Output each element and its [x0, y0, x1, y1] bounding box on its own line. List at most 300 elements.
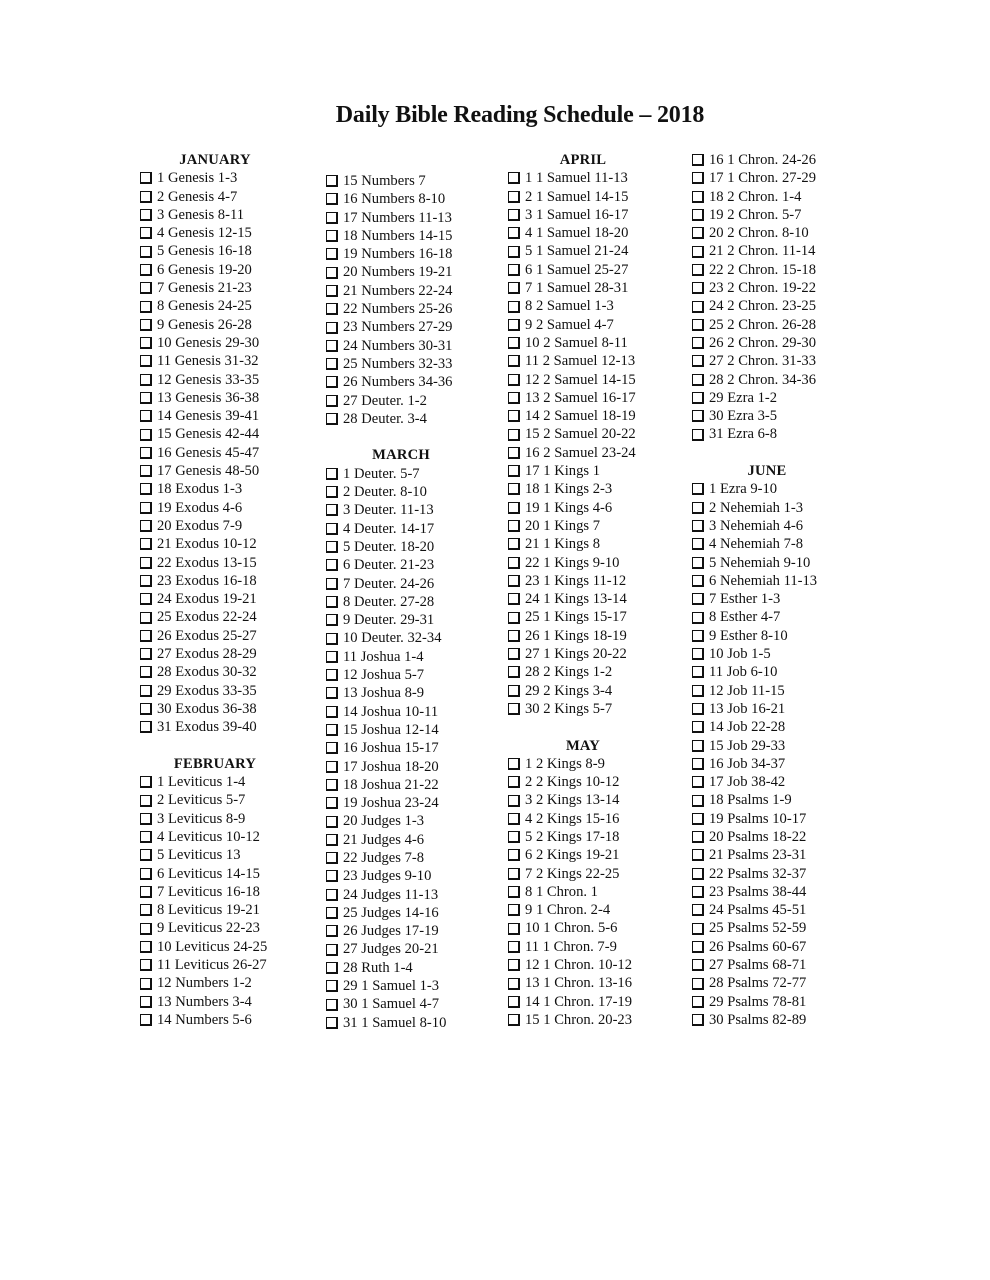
checkbox-icon[interactable]	[326, 633, 338, 645]
checkbox-icon[interactable]	[140, 483, 152, 495]
checkbox-icon[interactable]	[326, 358, 338, 370]
reading-item[interactable]	[140, 682, 325, 700]
checkbox-icon[interactable]	[692, 630, 704, 642]
checkbox-icon[interactable]	[140, 410, 152, 422]
checkbox-icon[interactable]	[692, 923, 704, 935]
reading-item[interactable]	[326, 629, 511, 647]
reading-item[interactable]	[508, 974, 693, 992]
reading-item[interactable]	[140, 700, 325, 718]
checkbox-icon[interactable]	[508, 575, 520, 587]
checkbox-icon[interactable]	[508, 557, 520, 569]
reading-item[interactable]	[692, 791, 877, 809]
reading-item[interactable]	[326, 995, 511, 1013]
reading-item[interactable]	[508, 901, 693, 919]
checkbox-icon[interactable]	[508, 502, 520, 514]
reading-item[interactable]	[326, 611, 511, 629]
checkbox-icon[interactable]	[326, 212, 338, 224]
reading-item[interactable]	[326, 556, 511, 574]
reading-item[interactable]	[140, 242, 325, 260]
reading-item[interactable]	[692, 261, 877, 279]
reading-item[interactable]	[140, 919, 325, 937]
checkbox-icon[interactable]	[508, 959, 520, 971]
reading-item[interactable]	[140, 590, 325, 608]
reading-item[interactable]	[692, 737, 877, 755]
reading-item[interactable]	[326, 922, 511, 940]
reading-item[interactable]	[508, 993, 693, 1011]
reading-item[interactable]	[692, 572, 877, 590]
checkbox-icon[interactable]	[508, 410, 520, 422]
reading-item[interactable]	[140, 791, 325, 809]
reading-item[interactable]	[508, 846, 693, 864]
checkbox-icon[interactable]	[326, 413, 338, 425]
checkbox-icon[interactable]	[692, 191, 704, 203]
checkbox-icon[interactable]	[508, 648, 520, 660]
reading-item[interactable]	[326, 648, 511, 666]
checkbox-icon[interactable]	[692, 648, 704, 660]
reading-item[interactable]	[508, 810, 693, 828]
checkbox-icon[interactable]	[140, 264, 152, 276]
reading-item[interactable]	[326, 684, 511, 702]
checkbox-icon[interactable]	[140, 337, 152, 349]
checkbox-icon[interactable]	[326, 504, 338, 516]
reading-item[interactable]	[692, 773, 877, 791]
checkbox-icon[interactable]	[692, 557, 704, 569]
reading-item[interactable]	[326, 867, 511, 885]
checkbox-icon[interactable]	[140, 502, 152, 514]
reading-item[interactable]	[692, 993, 877, 1011]
checkbox-icon[interactable]	[326, 193, 338, 205]
checkbox-icon[interactable]	[326, 322, 338, 334]
checkbox-icon[interactable]	[326, 541, 338, 553]
checkbox-icon[interactable]	[508, 1014, 520, 1026]
reading-item[interactable]	[140, 938, 325, 956]
checkbox-icon[interactable]	[508, 831, 520, 843]
checkbox-icon[interactable]	[140, 996, 152, 1008]
reading-item[interactable]	[692, 810, 877, 828]
checkbox-icon[interactable]	[140, 520, 152, 532]
reading-item[interactable]	[326, 794, 511, 812]
checkbox-icon[interactable]	[326, 870, 338, 882]
checkbox-icon[interactable]	[508, 776, 520, 788]
checkbox-icon[interactable]	[326, 175, 338, 187]
reading-item[interactable]	[140, 334, 325, 352]
reading-item[interactable]	[508, 407, 693, 425]
checkbox-icon[interactable]	[326, 925, 338, 937]
checkbox-icon[interactable]	[326, 340, 338, 352]
reading-item[interactable]	[326, 172, 511, 190]
checkbox-icon[interactable]	[326, 980, 338, 992]
checkbox-icon[interactable]	[140, 593, 152, 605]
checkbox-icon[interactable]	[326, 376, 338, 388]
checkbox-icon[interactable]	[140, 685, 152, 697]
reading-item[interactable]	[508, 956, 693, 974]
checkbox-icon[interactable]	[140, 959, 152, 971]
reading-item[interactable]	[692, 334, 877, 352]
checkbox-icon[interactable]	[508, 191, 520, 203]
checkbox-icon[interactable]	[692, 483, 704, 495]
reading-item[interactable]	[140, 462, 325, 480]
checkbox-icon[interactable]	[326, 724, 338, 736]
reading-item[interactable]	[326, 245, 511, 263]
checkbox-icon[interactable]	[140, 374, 152, 386]
reading-item[interactable]	[692, 608, 877, 626]
checkbox-icon[interactable]	[140, 666, 152, 678]
reading-item[interactable]	[692, 938, 877, 956]
checkbox-icon[interactable]	[326, 651, 338, 663]
reading-item[interactable]	[692, 846, 877, 864]
checkbox-icon[interactable]	[508, 209, 520, 221]
checkbox-icon[interactable]	[692, 612, 704, 624]
checkbox-icon[interactable]	[326, 468, 338, 480]
reading-item[interactable]	[140, 389, 325, 407]
reading-item[interactable]	[140, 865, 325, 883]
reading-item[interactable]	[692, 151, 877, 169]
reading-item[interactable]	[326, 318, 511, 336]
checkbox-icon[interactable]	[508, 355, 520, 367]
checkbox-icon[interactable]	[140, 795, 152, 807]
reading-item[interactable]	[508, 791, 693, 809]
checkbox-icon[interactable]	[326, 852, 338, 864]
reading-item[interactable]	[140, 517, 325, 535]
checkbox-icon[interactable]	[140, 813, 152, 825]
checkbox-icon[interactable]	[692, 264, 704, 276]
reading-item[interactable]	[692, 663, 877, 681]
reading-item[interactable]	[326, 721, 511, 739]
checkbox-icon[interactable]	[326, 395, 338, 407]
checkbox-icon[interactable]	[508, 282, 520, 294]
reading-item[interactable]	[140, 663, 325, 681]
checkbox-icon[interactable]	[692, 904, 704, 916]
reading-item[interactable]	[508, 663, 693, 681]
checkbox-icon[interactable]	[692, 282, 704, 294]
reading-item[interactable]	[508, 865, 693, 883]
reading-item[interactable]	[326, 392, 511, 410]
reading-item[interactable]	[508, 938, 693, 956]
checkbox-icon[interactable]	[140, 172, 152, 184]
reading-item[interactable]	[692, 352, 877, 370]
checkbox-icon[interactable]	[508, 904, 520, 916]
checkbox-icon[interactable]	[692, 776, 704, 788]
reading-item[interactable]	[140, 554, 325, 572]
reading-item[interactable]	[140, 425, 325, 443]
reading-item[interactable]	[692, 919, 877, 937]
reading-item[interactable]	[692, 480, 877, 498]
checkbox-icon[interactable]	[326, 267, 338, 279]
reading-item[interactable]	[140, 188, 325, 206]
reading-item[interactable]	[326, 520, 511, 538]
reading-item[interactable]	[508, 462, 693, 480]
reading-item[interactable]	[692, 956, 877, 974]
reading-item[interactable]	[692, 389, 877, 407]
checkbox-icon[interactable]	[508, 886, 520, 898]
reading-item[interactable]	[508, 700, 693, 718]
checkbox-icon[interactable]	[692, 758, 704, 770]
checkbox-icon[interactable]	[140, 392, 152, 404]
reading-item[interactable]	[508, 371, 693, 389]
reading-item[interactable]	[508, 828, 693, 846]
reading-item[interactable]	[140, 901, 325, 919]
checkbox-icon[interactable]	[140, 776, 152, 788]
reading-item[interactable]	[692, 682, 877, 700]
reading-item[interactable]	[508, 334, 693, 352]
checkbox-icon[interactable]	[692, 593, 704, 605]
reading-item[interactable]	[508, 627, 693, 645]
checkbox-icon[interactable]	[508, 630, 520, 642]
reading-item[interactable]	[692, 755, 877, 773]
reading-item[interactable]	[326, 501, 511, 519]
reading-item[interactable]	[140, 1011, 325, 1029]
checkbox-icon[interactable]	[326, 285, 338, 297]
reading-item[interactable]	[692, 297, 877, 315]
reading-item[interactable]	[508, 535, 693, 553]
reading-item[interactable]	[692, 169, 877, 187]
checkbox-icon[interactable]	[692, 813, 704, 825]
reading-item[interactable]	[140, 224, 325, 242]
reading-item[interactable]	[140, 974, 325, 992]
checkbox-icon[interactable]	[692, 721, 704, 733]
checkbox-icon[interactable]	[692, 575, 704, 587]
reading-item[interactable]	[692, 371, 877, 389]
reading-item[interactable]	[326, 739, 511, 757]
checkbox-icon[interactable]	[692, 355, 704, 367]
checkbox-icon[interactable]	[326, 687, 338, 699]
reading-item[interactable]	[508, 261, 693, 279]
checkbox-icon[interactable]	[140, 465, 152, 477]
checkbox-icon[interactable]	[508, 447, 520, 459]
checkbox-icon[interactable]	[692, 703, 704, 715]
checkbox-icon[interactable]	[692, 1014, 704, 1026]
checkbox-icon[interactable]	[692, 374, 704, 386]
reading-item[interactable]	[692, 425, 877, 443]
checkbox-icon[interactable]	[140, 849, 152, 861]
reading-item[interactable]	[692, 974, 877, 992]
checkbox-icon[interactable]	[140, 447, 152, 459]
reading-item[interactable]	[508, 499, 693, 517]
reading-item[interactable]	[140, 444, 325, 462]
checkbox-icon[interactable]	[326, 559, 338, 571]
reading-item[interactable]	[508, 1011, 693, 1029]
reading-item[interactable]	[326, 904, 511, 922]
checkbox-icon[interactable]	[692, 172, 704, 184]
checkbox-icon[interactable]	[692, 410, 704, 422]
reading-item[interactable]	[326, 812, 511, 830]
reading-item[interactable]	[326, 300, 511, 318]
reading-item[interactable]	[508, 682, 693, 700]
reading-item[interactable]	[140, 169, 325, 187]
reading-item[interactable]	[326, 410, 511, 428]
checkbox-icon[interactable]	[326, 248, 338, 260]
checkbox-icon[interactable]	[692, 868, 704, 880]
checkbox-icon[interactable]	[508, 392, 520, 404]
reading-item[interactable]	[692, 206, 877, 224]
reading-item[interactable]	[326, 703, 511, 721]
checkbox-icon[interactable]	[326, 907, 338, 919]
reading-item[interactable]	[508, 352, 693, 370]
checkbox-icon[interactable]	[140, 721, 152, 733]
checkbox-icon[interactable]	[326, 742, 338, 754]
checkbox-icon[interactable]	[326, 779, 338, 791]
checkbox-icon[interactable]	[326, 944, 338, 956]
checkbox-icon[interactable]	[140, 282, 152, 294]
checkbox-icon[interactable]	[326, 706, 338, 718]
reading-item[interactable]	[692, 188, 877, 206]
reading-item[interactable]	[508, 773, 693, 791]
checkbox-icon[interactable]	[692, 319, 704, 331]
reading-item[interactable]	[140, 645, 325, 663]
checkbox-icon[interactable]	[508, 246, 520, 258]
reading-item[interactable]	[692, 883, 877, 901]
reading-item[interactable]	[140, 499, 325, 517]
reading-item[interactable]	[508, 608, 693, 626]
reading-item[interactable]	[326, 977, 511, 995]
reading-item[interactable]	[692, 279, 877, 297]
reading-item[interactable]	[326, 575, 511, 593]
checkbox-icon[interactable]	[692, 685, 704, 697]
checkbox-icon[interactable]	[692, 740, 704, 752]
reading-item[interactable]	[140, 810, 325, 828]
reading-item[interactable]	[140, 206, 325, 224]
checkbox-icon[interactable]	[326, 596, 338, 608]
reading-item[interactable]	[326, 483, 511, 501]
checkbox-icon[interactable]	[508, 868, 520, 880]
reading-item[interactable]	[692, 554, 877, 572]
checkbox-icon[interactable]	[508, 978, 520, 990]
reading-item[interactable]	[326, 263, 511, 281]
checkbox-icon[interactable]	[508, 941, 520, 953]
reading-item[interactable]	[140, 883, 325, 901]
reading-item[interactable]	[692, 242, 877, 260]
checkbox-icon[interactable]	[140, 886, 152, 898]
reading-item[interactable]	[326, 373, 511, 391]
checkbox-icon[interactable]	[140, 191, 152, 203]
reading-item[interactable]	[692, 224, 877, 242]
reading-item[interactable]	[692, 700, 877, 718]
checkbox-icon[interactable]	[140, 978, 152, 990]
checkbox-icon[interactable]	[326, 889, 338, 901]
checkbox-icon[interactable]	[140, 1014, 152, 1026]
reading-item[interactable]	[508, 480, 693, 498]
reading-item[interactable]	[692, 627, 877, 645]
reading-item[interactable]	[508, 755, 693, 773]
checkbox-icon[interactable]	[140, 703, 152, 715]
checkbox-icon[interactable]	[508, 758, 520, 770]
reading-item[interactable]	[326, 776, 511, 794]
checkbox-icon[interactable]	[140, 648, 152, 660]
checkbox-icon[interactable]	[140, 538, 152, 550]
checkbox-icon[interactable]	[508, 374, 520, 386]
reading-item[interactable]	[140, 608, 325, 626]
checkbox-icon[interactable]	[508, 301, 520, 313]
checkbox-icon[interactable]	[508, 996, 520, 1008]
checkbox-icon[interactable]	[692, 831, 704, 843]
reading-item[interactable]	[508, 645, 693, 663]
checkbox-icon[interactable]	[508, 337, 520, 349]
reading-item[interactable]	[692, 828, 877, 846]
checkbox-icon[interactable]	[692, 520, 704, 532]
checkbox-icon[interactable]	[508, 429, 520, 441]
reading-item[interactable]	[692, 901, 877, 919]
checkbox-icon[interactable]	[692, 392, 704, 404]
reading-item[interactable]	[326, 227, 511, 245]
checkbox-icon[interactable]	[140, 227, 152, 239]
reading-item[interactable]	[692, 645, 877, 663]
checkbox-icon[interactable]	[326, 834, 338, 846]
checkbox-icon[interactable]	[508, 227, 520, 239]
reading-item[interactable]	[140, 297, 325, 315]
reading-item[interactable]	[140, 956, 325, 974]
checkbox-icon[interactable]	[692, 959, 704, 971]
reading-item[interactable]	[508, 590, 693, 608]
reading-item[interactable]	[326, 538, 511, 556]
checkbox-icon[interactable]	[508, 319, 520, 331]
checkbox-icon[interactable]	[692, 301, 704, 313]
checkbox-icon[interactable]	[508, 685, 520, 697]
reading-item[interactable]	[326, 465, 511, 483]
checkbox-icon[interactable]	[508, 465, 520, 477]
reading-item[interactable]	[692, 590, 877, 608]
checkbox-icon[interactable]	[508, 172, 520, 184]
checkbox-icon[interactable]	[508, 538, 520, 550]
reading-item[interactable]	[326, 282, 511, 300]
reading-item[interactable]	[692, 718, 877, 736]
checkbox-icon[interactable]	[140, 319, 152, 331]
checkbox-icon[interactable]	[692, 849, 704, 861]
reading-item[interactable]	[508, 224, 693, 242]
checkbox-icon[interactable]	[140, 355, 152, 367]
reading-item[interactable]	[692, 865, 877, 883]
checkbox-icon[interactable]	[508, 483, 520, 495]
reading-item[interactable]	[508, 444, 693, 462]
reading-item[interactable]	[140, 407, 325, 425]
checkbox-icon[interactable]	[508, 520, 520, 532]
reading-item[interactable]	[140, 627, 325, 645]
reading-item[interactable]	[508, 517, 693, 535]
reading-item[interactable]	[692, 517, 877, 535]
reading-item[interactable]	[508, 425, 693, 443]
checkbox-icon[interactable]	[326, 1017, 338, 1029]
reading-item[interactable]	[326, 593, 511, 611]
checkbox-icon[interactable]	[692, 978, 704, 990]
checkbox-icon[interactable]	[508, 612, 520, 624]
reading-item[interactable]	[508, 883, 693, 901]
checkbox-icon[interactable]	[692, 795, 704, 807]
checkbox-icon[interactable]	[326, 486, 338, 498]
reading-item[interactable]	[140, 718, 325, 736]
checkbox-icon[interactable]	[508, 666, 520, 678]
checkbox-icon[interactable]	[692, 209, 704, 221]
reading-item[interactable]	[326, 666, 511, 684]
checkbox-icon[interactable]	[140, 831, 152, 843]
reading-item[interactable]	[140, 846, 325, 864]
reading-item[interactable]	[326, 831, 511, 849]
checkbox-icon[interactable]	[692, 886, 704, 898]
checkbox-icon[interactable]	[140, 941, 152, 953]
reading-item[interactable]	[508, 572, 693, 590]
checkbox-icon[interactable]	[326, 797, 338, 809]
reading-item[interactable]	[508, 919, 693, 937]
reading-item[interactable]	[326, 758, 511, 776]
checkbox-icon[interactable]	[326, 230, 338, 242]
reading-item[interactable]	[692, 499, 877, 517]
checkbox-icon[interactable]	[140, 630, 152, 642]
checkbox-icon[interactable]	[140, 557, 152, 569]
reading-item[interactable]	[140, 371, 325, 389]
reading-item[interactable]	[140, 773, 325, 791]
checkbox-icon[interactable]	[326, 999, 338, 1011]
reading-item[interactable]	[508, 206, 693, 224]
reading-item[interactable]	[326, 190, 511, 208]
checkbox-icon[interactable]	[326, 962, 338, 974]
